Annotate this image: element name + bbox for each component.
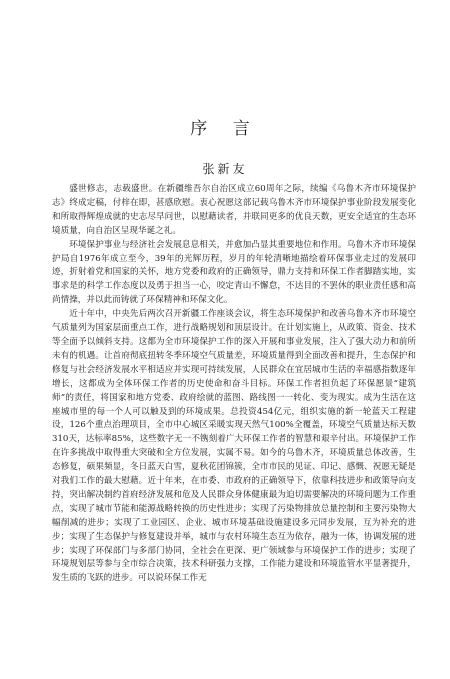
preface-body	[52, 183, 416, 586]
preface-title: 序 言	[190, 119, 260, 139]
paragraph: 近十年中，中央先后两次召开新疆工作座谈会议，将生态环境保护和改善乌鲁木齐市环境空气质量列为国家层面重点工作，进行战略规划和顶层设计。在计划实施上，从政策、资金、技术等全面予以倾斜支持。这都为全市环境保护工作的深入开展和事业发展，注入了强大动力和前所未有的机遇。让首府彻底扭转冬季环境空气质量差，环境质量得到全面改善和提升，生态保护和修复与社会经济发展水平相适应并实现可持续发展，人民群众在宜居城市生活的幸福感指数逐年增长，这都成为全体环保工作者的历史使命和奋斗目标。环保工作者担负起了环保愿景“建筑师”的责任，将国家和地方党委、政府绘就的蓝图、路线图一一转化、变为现实。成为生活在这座城市里的每一个人可以触及到的环境成果。总投资454亿元，组织实施的新一轮蓝天工程建设，126个重点治理项目，全市中心城区采暖实现天然气100%全覆盖，环境空气质量达标天数310天，达标率85%，这些数字无一不镌刻着广大环保工作者的智慧和艰辛付出。环境保护工作在许多挑战中取得重大突破和全方位发展，实属不易。如今的乌鲁木齐，环境质量总体改善，生态修复，硕果频显，冬日蓝天白雪，夏秋花团锦簇，全市市民的见证、印记、感慨、祝愿无疑是对我们工作的最大慰藉。近十年来，在市委、市政府的正确领导下，依靠科技进步和政策导向支持，突出解决制约首府经济发展和危及人民群众身体健康最为迫切需要解决的环境问题为工作重点，实现了城市节能和能源战略转换的历史性进步；实现了污染物排放总量控制和主要污染物大幅削减的进步；实现了工业园区、企业、城市环境基础设施建设多元同步发展，互为补充的进步；实现了生态保护与修复建设并举，城市与农村环境生态互为依存，融为一体，协调发展的进步；实现了环保部门与多部门协同，全社会在更深、更广领域参与环境保护工作的进步；实现了环境规划层等参与全市综合决策，技术科研强力支撑，工作能力建设和环境监管水平显著提升，发生质的飞跃的进步。可以说环保工作无	[52, 309, 416, 584]
paragraph: 盛世修志，志载盛世。在新疆维吾尔自治区成立60周年之际，续编《乌鲁木齐市环境保护志》终成定稿，付梓在即，甚感欣慰。衷心祝愿这部记载乌鲁木齐市环境保护事业阶段发展变化和所取得辉煌成就的史志尽早问世，以慰藉读者，并联同更多的优良天数，更安全适宜的生态环境质量，向自治区呈现华诞之礼。	[52, 184, 416, 236]
author-name: 张新友	[202, 162, 248, 176]
paragraph: 环境保护事业与经济社会发展息息相关，并愈加凸显其重要地位和作用。乌鲁木齐市环境保护局自1976年成立至今，39年的光辉历程，岁月的年轮清晰地描绘着环保事业走过的发展印迹，折射着党和国家的关怀，地方党委和政府的正确领导，鼎力支持和环保工作者脚踏实地，实事求是的科学工作态度以及勇于担当一心，咬定青山不懈怠，不达目的不罢休的职业责任感和高尚情操，并以此而铸就了环保精神和环保文化。	[52, 239, 416, 306]
